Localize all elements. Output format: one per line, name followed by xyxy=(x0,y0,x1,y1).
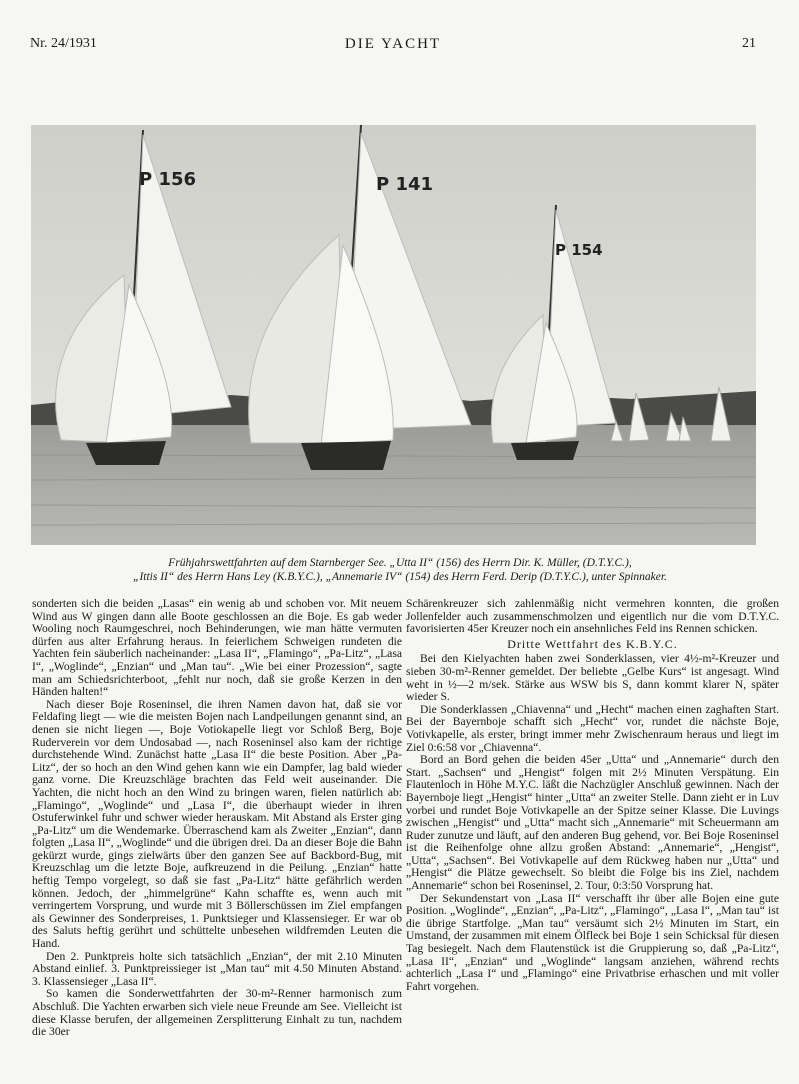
right-text-column xyxy=(406,598,779,1068)
caption-line-2: „Ittis II“ des Herrn Hans Ley (K.B.Y.C.), „Annemarie IV“ (154) des Herrn Ferd. Derip (D.T.Y.C.), unter Spinnaker. xyxy=(133,571,667,583)
caption-line-1: Frühjahrswettfahrten auf dem Starnberger See. „Utta II“ (156) des Herrn Dir. K. Müller, (D.T.Y.C.), xyxy=(168,557,632,569)
right-intro-paragraph: Schärenkreuzer sich zahlenmäßig nicht vermehren konnten, die großen Jollenfelder auch zusammenschmolzen und eigentlich nur die vom D.T.Y.C. favorisierten 45er Kreuzer noch ein ansehnliches Feld ins Rennen schicken. xyxy=(406,598,779,636)
sail-number-154: P 154 xyxy=(555,241,603,259)
left-text-column xyxy=(32,598,402,1068)
section-heading: Dritte Wettfahrt des K.B.Y.C. xyxy=(507,636,678,651)
sailing-photo xyxy=(31,125,756,545)
right-paragraph-3: Bord an Bord gehen die beiden 45er „Utta“ und „Annemarie“ durch den Start. „Sachsen“ und „Hengist“ folgen mit 2½ Minuten Verspätung. Ein Flautenloch in Höhe M.Y.C. läßt die Nachzügler Anschluß gewinnen. Nach der Bayernboje liegt „Hengist“ hinter „Utta“ an zweiter Stelle. Dann zieht er in Luv vorbei und rundet Boje Votivkapelle an der Spitze seiner Klasse. Die Luvings zwischen „Hengist“ und „Utta“ macht sich „Annemarie“ mit Scheuermann am Ruder zunutze und läuft, auf den anderen Bug gehend, vor. Bei Boje Roseninsel ist die Reihenfolge ohne allzu großen Abstand: „Annemarie“, „Hengist“, „Utta“, „Sachsen“. Bei Votivkapelle auf dem Rückweg haben nur „Utta“ und „Hengist“ die Plätze gewechselt. So bleibt die Folge bis ins Ziel, nachdem „Annemarie“ schon bei Roseninsel, 2. Tour, 0:3:50 Vorsprung hat. xyxy=(406,753,779,893)
sail-number-156: P 156 xyxy=(139,169,197,190)
sailboats-illustration xyxy=(31,125,756,545)
magazine-title: DIE YACHT xyxy=(344,36,442,52)
left-paragraph-1: sonderten sich die beiden „Lasas“ ein wenig ab und schoben vor. Mit neuem Wind aus W gingen dann alle Boote geschlossen an die Boje. Es gab weder Wooling noch Raumgeschrei, noch Behinderungen, wie man hätte vermuten dürfen aus alter Erfahrung heraus. In feierlichem Schweigen rundeten die Yachten fein säuberlich nacheinander: „Lasa II“, „Flamingo“, „Pa-Litz“, „Lasa I“, „Woglinde“, „Enzian“ und „Man tau“. „Wie bei einer Prozession“, sagte man am Schiedsrichterboot, „fehlt nur noch, daß sie große Kerzen in den Händen halten!“ xyxy=(32,598,402,699)
left-paragraph-3: Den 2. Punktpreis holte sich tatsächlich „Enzian“, der mit 2.10 Minuten Abstand einlief. 3. Punktpreissieger ist „Man tau“ mit 4.50 Minuten Abstand. 3. Klassensieger „Lasa II“. xyxy=(32,949,402,988)
right-paragraph-2: Die Sonderklassen „Chiavenna“ und „Hecht“ machen einen zaghaften Start. Bei der Bayernboje schafft sich „Hecht“ vor, rundet die nächste Boje, Votivkapelle, als erster, bringt immer mehr Zwischenraum heraus und liegt im Ziel 0:6:58 vor „Chiavenna“. xyxy=(406,702,779,754)
sail-number-141: P 141 xyxy=(376,174,434,195)
left-paragraph-2: Nach dieser Boje Roseninsel, die ihren Namen davon hat, daß sie vor Feldafing liegt — wie die meisten Bojen nach Landpeilungen genannt sind, an denen sie nicht liegen —, Boje Votiokapelle liegt vor Schloß Berg, Boje Ruderverein vor dem Undosabad —, nach Roseninsel also kam der richtige durchstehende Wind. Zunächst hatte „Lasa II“ die beste Position. Aber „Pa-Litz“, der so hoch an den Wind gehen kann wie ein Dampfer, lag bald wieder ganz vorne. Die Kreuzschläge brachten das Feld weit auseinander. Die Yachten, die nicht hoch an den Wind zu bringen waren, fielen natürlich ab: „Flamingo“, „Woglinde“ und „Lasa I“, die überhaupt wieder in ihren Ostuferwinkel fuhr und schwer wieder herauskam. Mit Abstand als Erster ging „Pa-Litz“ um die Wendemarke. Überraschend kam als Zweiter „Enzian“, dann folgten „Lasa II“, „Woglinde“ und die übrigen drei. Da an dieser Boje die Bahn gekürzt wurde, gings zielwärts über den ganzen See auf Backbord-Bug, mit Kreuzschlag um die letzte Boje, aufkreuzend in die Peilung. „Enzian“ hatte heftig Tempo vorgelegt, so daß sie fast „Pa-Litz“ hätte gefährlich werden können. Jedoch, der „himmelgrüne“ Kahn schaffte es, wenn auch mit verringertem Vorsprung, und wurde mit 3 Böllerschüssen im Ziel empfangen als Gewinner des Sonderpreises, 1. Punktsieger und Klassensieger. Er war ob des Saluts heftig gerührt und schüttelte unbesehen wildfremden Leuten die Hand. xyxy=(32,697,402,951)
page-header xyxy=(30,36,756,56)
issue-number: Nr. 24/1931 xyxy=(30,36,97,51)
left-paragraph-4: So kamen die Sonderwettfahrten der 30-m²-Renner harmonisch zum Abschluß. Die Yachten erwarben sich viele neue Freunde am See. Vielleicht ist diese Klasse berufen, der allgemeinen Zersplitterung Einhalt zu tun, nachdem die 30er xyxy=(32,987,402,1039)
photo-caption xyxy=(40,556,760,584)
right-paragraph-4: Der Sekundenstart von „Lasa II“ verschafft ihr über alle Bojen eine gute Position. „Woglinde“, „Enzian“, „Pa-Litz“, „Flamingo“, „Lasa I“, „Man tau“ ist die übrige Startfolge. „Man tau“ versäumt sich 2½ Minuten im Start, ein Umstand, der zusammen mit einem Ölfleck bei Boje 1 sein Schicksal für diesen Tag besiegelt. Nach dem Flautenstück ist die Gruppierung so, daß „Pa-Litz“, „Lasa II“, „Enzian“ und „Woglinde“ langsam anziehen, während rechts achterlich „Lasa I“ und „Flamingo“ eine Privatbrise erhaschen und mit voller Fahrt vorgehen. xyxy=(406,891,779,993)
page-number: 21 xyxy=(742,36,756,51)
right-paragraph-1: Bei den Kielyachten haben zwei Sonderklassen, vier 4½-m²-Kreuzer und sieben 30-m²-Renner gemeldet. Der beliebte „Gelbe Kurs“ ist angesagt. Wind weht in ½—2 m/sek. Stärke aus WSW bis S, dann kommt klarer N, später wieder S. xyxy=(406,652,779,704)
